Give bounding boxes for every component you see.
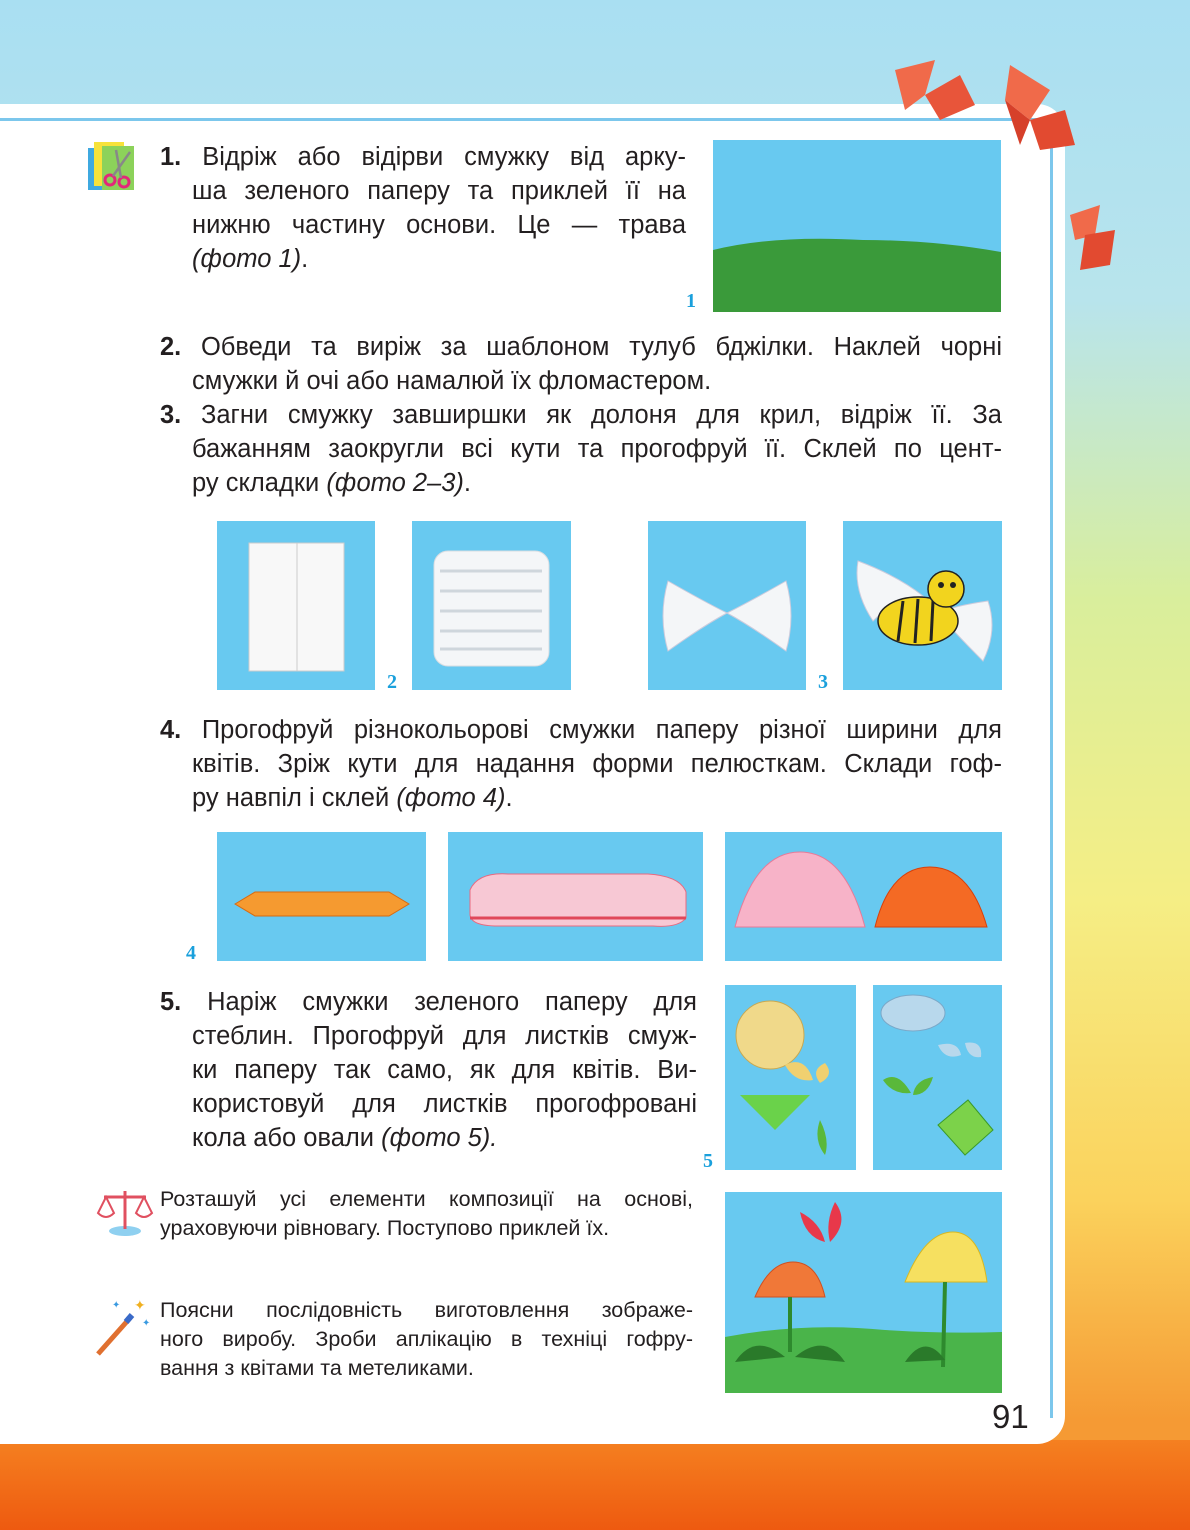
photo-grass	[713, 140, 1001, 312]
punctuation: .	[301, 245, 309, 273]
photo-leaf-shapes-blue	[873, 985, 1002, 1170]
photo-leaf-shapes-yellow	[725, 985, 856, 1170]
photo-orange-strip	[217, 832, 426, 961]
scissors-paper-icon	[86, 138, 142, 194]
bottom-band	[0, 1440, 1190, 1530]
step-number: 4.	[160, 716, 182, 744]
step-text: ру складки	[192, 469, 320, 497]
note-text: вання з квітами та метеликами.	[160, 1356, 474, 1380]
step-3	[160, 398, 1002, 500]
step-text: квітів. Зріж кути для надання форми пелюсткам. Склади гоф-	[192, 750, 1002, 778]
scales-icon	[96, 1183, 154, 1241]
note-text: ураховуючи рівновагу. Поступово приклей їх.	[160, 1216, 610, 1240]
photo-paper-flowers	[725, 832, 1002, 961]
svg-text:✦: ✦	[142, 1318, 151, 1329]
photo-reference: (фото 5).	[381, 1124, 498, 1152]
step-number: 1.	[160, 143, 182, 171]
photo-reference: (фото 4)	[396, 784, 506, 812]
step-number: 2.	[160, 333, 182, 361]
step-text: смужки й очі або намалюй їх фломастером.	[192, 367, 712, 395]
step-text: кола або овали	[192, 1124, 375, 1152]
step-text: ша зеленого паперу та приклей її на	[192, 177, 686, 205]
step-text: користовуй для листків прогофровані	[192, 1090, 697, 1118]
step-text: Наріж смужки зеленого паперу для	[207, 988, 697, 1016]
step-text: нижню частину основи. Це — трава	[192, 211, 686, 239]
photo-pink-strip	[448, 832, 703, 961]
step-number: 3.	[160, 401, 182, 429]
step-2	[160, 330, 1002, 398]
photo-paper-bow	[648, 521, 806, 690]
photo-paper-bee	[843, 521, 1002, 690]
photo-reference: (фото 1)	[192, 245, 302, 273]
photo-folded-paper	[217, 521, 375, 690]
photo-corrugated-paper	[412, 521, 571, 690]
step-text: Відріж або відірви смужку від арку-	[202, 143, 686, 171]
note-text: Поясни послідовність виготовлення зображе-	[160, 1298, 693, 1322]
step-text: ки паперу так само, як для квітів. Ви-	[192, 1056, 697, 1084]
photo-label: 2	[387, 671, 397, 693]
svg-text:✦: ✦	[134, 1297, 146, 1313]
step-text: Обведи та виріж за шаблоном тулуб бджілки. Наклей чорні	[200, 333, 1002, 361]
page-border-right	[1050, 118, 1053, 1418]
note-balance	[160, 1185, 693, 1243]
punctuation: .	[463, 469, 471, 497]
step-1	[160, 140, 686, 276]
photo-label: 3	[818, 671, 828, 693]
step-text: Прогофруй різнокольорові смужки паперу різної ширини для	[201, 716, 1002, 744]
photo-label: 4	[186, 942, 196, 964]
page-number: 91	[992, 1398, 1029, 1435]
photo-reference: (фото 2–3)	[326, 469, 464, 497]
svg-text:✦: ✦	[112, 1300, 121, 1311]
step-5	[160, 985, 697, 1155]
step-number: 5.	[160, 988, 182, 1016]
step-text: бажанням заокругли всі кути та прогофруй її. Склей по цент-	[192, 435, 1002, 463]
step-text: Загни смужку завширшки як долоня для крил, відріж її. За	[200, 401, 1002, 429]
photo-label: 1	[686, 290, 696, 312]
punctuation: .	[505, 784, 513, 812]
magic-wand-icon	[90, 1296, 154, 1360]
photo-finished-applique	[725, 1192, 1002, 1393]
note-text: Розташуй усі елементи композиції на основі,	[160, 1187, 693, 1211]
step-4	[160, 713, 1002, 815]
step-text: ру навпіл і склей	[192, 784, 390, 812]
note-explain	[160, 1296, 693, 1383]
note-text: ного виробу. Зроби аплікацію в техніці гофру-	[160, 1327, 693, 1351]
origami-butterfly-icon	[1060, 200, 1120, 280]
step-text: стеблин. Прогофруй для листків смуж-	[192, 1022, 697, 1050]
photo-label: 5	[703, 1150, 713, 1172]
